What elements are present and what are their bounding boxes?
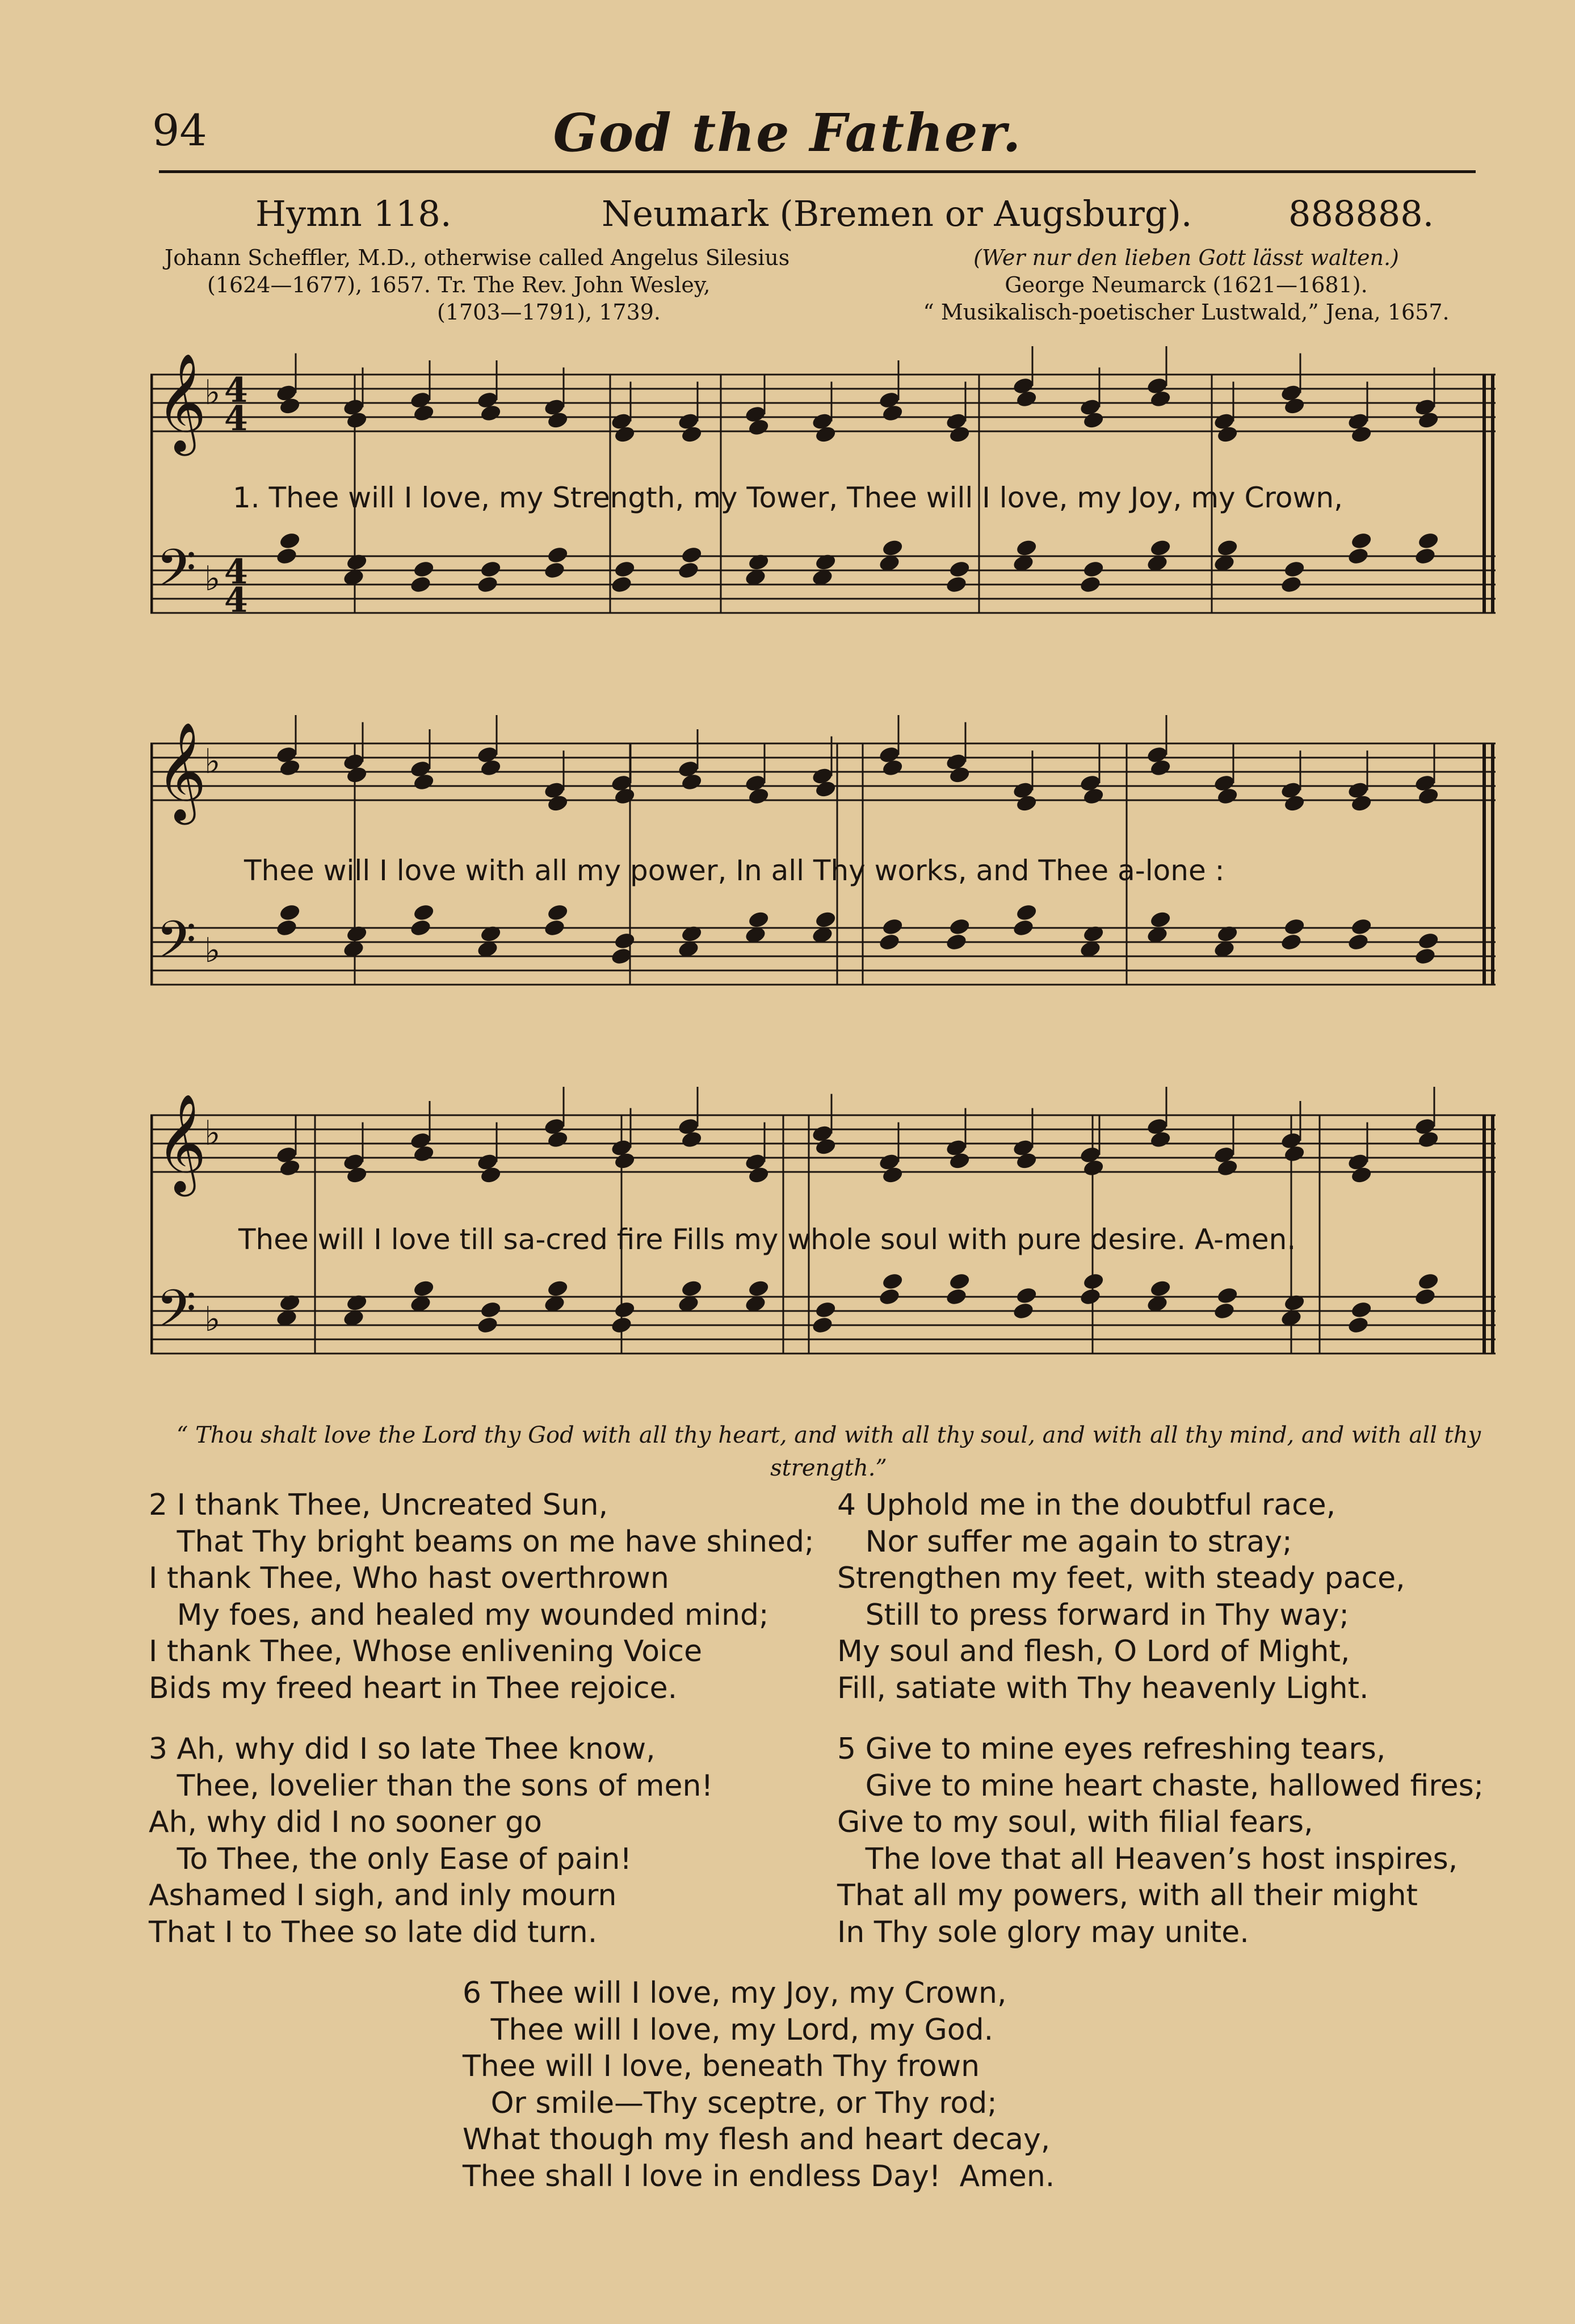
note-head xyxy=(275,547,298,566)
note-head xyxy=(409,575,432,594)
note-head xyxy=(1015,903,1038,922)
note-head xyxy=(1216,1286,1239,1305)
note-head xyxy=(610,575,633,594)
note-head xyxy=(681,545,703,565)
note-head xyxy=(747,1279,770,1298)
page-number: 94 xyxy=(152,105,207,156)
note-head xyxy=(610,1316,633,1335)
note-head xyxy=(476,1316,499,1335)
note-head xyxy=(1350,531,1373,550)
running-head: God the Father. xyxy=(553,102,1022,163)
bass-clef-icon: 𝄢 xyxy=(156,910,196,982)
lyric-line-3: Thee will I love till sa-cred fire Fills my whole soul with pure desire. A-men. xyxy=(238,1223,1296,1256)
note-head xyxy=(1414,1287,1437,1306)
note-head xyxy=(1414,547,1437,566)
flat-icon: ♭ xyxy=(204,742,221,781)
note-head xyxy=(279,903,301,922)
note-head xyxy=(614,931,636,951)
note-head xyxy=(1149,538,1172,557)
credit-line: (1703—1791), 1739. xyxy=(437,300,661,325)
bass-clef-icon: 𝄢 xyxy=(156,1279,196,1351)
verse-5: 5 Give to mine eyes refreshing tears, Give to mine heart chaste, hallowed fires; Give to my soul, with filial fears, The love that all Heaven’s host inspires, That all my powers, with all their might In Thy sole glory may unite. xyxy=(837,1732,1484,1949)
note-head xyxy=(480,1300,502,1319)
note-head xyxy=(1082,1272,1105,1291)
note-head xyxy=(413,1279,435,1298)
note-head xyxy=(413,903,435,922)
note-head xyxy=(543,561,566,580)
note-head xyxy=(945,932,968,952)
note-head xyxy=(1213,1301,1236,1321)
note-head xyxy=(275,918,298,938)
flat-icon: ♭ xyxy=(204,373,221,413)
note-head xyxy=(547,545,569,565)
note-head xyxy=(476,575,499,594)
note-head xyxy=(346,1293,368,1312)
note-head xyxy=(948,560,971,579)
time-signature-top: 4 xyxy=(224,371,248,410)
note-head xyxy=(1417,931,1440,951)
verse-2: 2 I thank Thee, Uncreated Sun, That Thy bright beams on me have shined; I thank Thee, Who hast overthrown My foes, and healed my wounded mind; I thank Thee, Whose enlivening Voice Bids my freed heart in Thee rejoice. xyxy=(149,1488,814,1705)
note-head xyxy=(811,1316,834,1335)
note-head xyxy=(814,1300,837,1319)
note-head xyxy=(547,903,569,922)
treble-clef-icon: 𝄞 xyxy=(156,1094,207,1192)
note-head xyxy=(279,1293,301,1312)
note-head xyxy=(480,924,502,943)
credit-line: (1624—1677), 1657. Tr. The Rev. John Wesley, xyxy=(207,272,711,297)
note-head xyxy=(1082,924,1105,943)
flat-icon: ♭ xyxy=(204,559,221,599)
note-head xyxy=(614,1300,636,1319)
note-head xyxy=(945,575,968,594)
note-head xyxy=(409,918,432,938)
lyric-line-1: 1. Thee will I love, my Strength, my Tower, Thee will I love, my Joy, my Crown, xyxy=(233,481,1343,514)
note-head xyxy=(1347,547,1370,566)
note-head xyxy=(1012,1301,1035,1321)
time-signature-top: 4 xyxy=(224,552,248,592)
note-head xyxy=(1079,1287,1102,1306)
note-head xyxy=(948,1272,971,1291)
verse-3: 3 Ah, why did I so late Thee know, Thee, lovelier than the sons of men! Ah, why did I no sooner go To Thee, the only Ease of pain! Ashamed I sigh, and inly mourn That I to Thee so late did turn. xyxy=(149,1732,713,1949)
note-head xyxy=(747,910,770,929)
note-head xyxy=(346,924,368,943)
note-head xyxy=(413,560,435,579)
treble-clef-icon: 𝄞 xyxy=(156,722,207,821)
note-head xyxy=(945,1287,968,1306)
credit-line: (Wer nur den lieben Gott lässt walten.) xyxy=(973,245,1399,270)
hymn-meter: 888888. xyxy=(1288,193,1434,234)
note-head xyxy=(814,552,837,571)
note-head xyxy=(1216,538,1239,557)
verse-4: 4 Uphold me in the doubtful race, Nor suffer me again to stray; Strengthen my feet, with steady pace, Still to press forward in Thy way; My soul and flesh, O Lord of Might, Fill, satiate with Thy heavenly Light. xyxy=(837,1488,1405,1705)
note-head xyxy=(1012,918,1035,938)
note-head xyxy=(881,917,904,936)
note-head xyxy=(1280,575,1303,594)
note-head xyxy=(1283,1293,1306,1312)
note-head xyxy=(681,924,703,943)
note-head xyxy=(747,552,770,571)
note-head xyxy=(1283,917,1306,936)
time-signature-bottom: 4 xyxy=(224,581,248,620)
note-head xyxy=(1082,560,1105,579)
header-rule xyxy=(159,170,1476,173)
note-head xyxy=(614,560,636,579)
note-head xyxy=(1079,575,1102,594)
note-head xyxy=(1414,947,1437,966)
note-head xyxy=(814,910,837,929)
tune-name: Neumark (Bremen or Augsburg). xyxy=(602,193,1192,234)
note-head xyxy=(948,917,971,936)
note-head xyxy=(543,918,566,938)
note-head xyxy=(279,531,301,550)
bass-clef-icon: 𝄢 xyxy=(156,538,196,611)
note-head xyxy=(878,1287,901,1306)
note-head xyxy=(1347,1316,1370,1335)
note-head xyxy=(881,538,904,557)
note-head xyxy=(1216,924,1239,943)
note-head xyxy=(677,561,700,580)
note-head xyxy=(1283,560,1306,579)
hymn-number: Hymn 118. xyxy=(255,193,452,234)
note-head xyxy=(547,1279,569,1298)
note-head xyxy=(881,1272,904,1291)
clefs xyxy=(156,353,220,1351)
credit-line: George Neumarck (1621—1681). xyxy=(1005,272,1368,297)
note-head xyxy=(480,560,502,579)
time-signature-bottom: 4 xyxy=(224,399,248,439)
note-head xyxy=(878,932,901,952)
note-head xyxy=(1350,917,1373,936)
note-head xyxy=(1015,538,1038,557)
flat-icon: ♭ xyxy=(204,1300,221,1339)
note-head xyxy=(1015,1286,1038,1305)
note-head xyxy=(1350,1300,1373,1319)
treble-clef-icon: 𝄞 xyxy=(156,353,207,452)
credit-line: Johann Scheffler, M.D., otherwise called Angelus Silesius xyxy=(165,245,790,270)
note-head xyxy=(1149,910,1172,929)
note-head xyxy=(1417,531,1440,550)
note-head xyxy=(346,552,368,571)
note-head xyxy=(1347,932,1370,952)
flat-icon: ♭ xyxy=(204,1113,221,1153)
credit-line: “ Musikalisch-poetischer Lustwald,” Jena, 1657. xyxy=(923,300,1450,325)
author-credits xyxy=(165,244,789,326)
epigraph: “ Thou shalt love the Lord thy God with all thy heart, and with all thy soul, and with all thy mind, and with all thy strength.” xyxy=(176,1422,1481,1481)
tune-credits xyxy=(885,244,1487,326)
lyric-line-2: Thee will I love with all my power, In all Thy works, and Thee a-lone : xyxy=(244,854,1225,887)
note-head xyxy=(1149,1279,1172,1298)
note-head xyxy=(681,1279,703,1298)
flat-icon: ♭ xyxy=(204,931,221,970)
verse-6: 6 Thee will I love, my Joy, my Crown, Thee will I love, my Lord, my God. Thee will I love, beneath Thy frown Or smile—Thy sceptre, or Thy rod; What though my flesh and heart decay, Thee shall I love in endless Day! Amen. xyxy=(463,1976,1055,2193)
note-head xyxy=(1280,932,1303,952)
note-head xyxy=(1417,1272,1440,1291)
